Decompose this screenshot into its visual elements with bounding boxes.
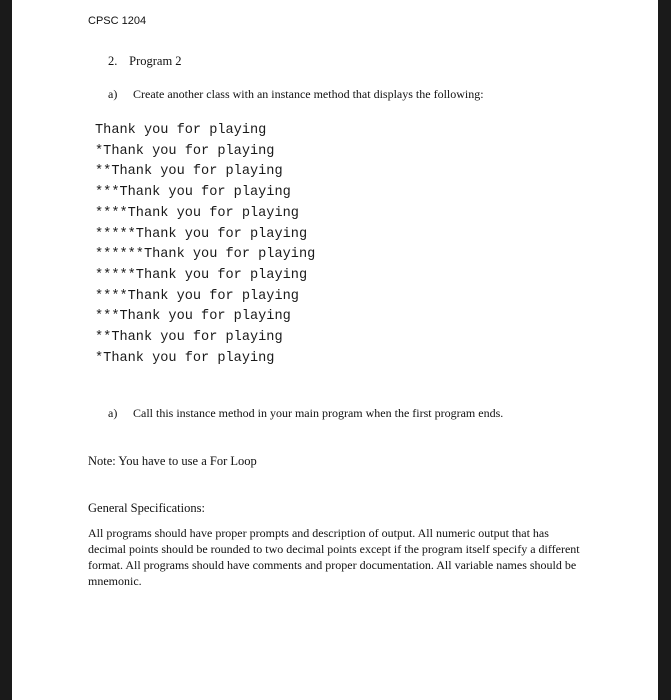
course-header: CPSC 1204	[88, 15, 147, 27]
output-line: ******Thank you for playing	[95, 247, 316, 263]
output-line: *****Thank you for playing	[95, 267, 308, 283]
instruction-a-label: a)	[108, 87, 118, 101]
output-line: *****Thank you for playing	[95, 226, 308, 242]
specs-title: General Specifications:	[88, 501, 205, 515]
output-line: **Thank you for playing	[95, 164, 283, 180]
instruction-b-label: a)	[108, 406, 118, 420]
section-number: 2.	[108, 54, 118, 68]
output-line: Thank you for playing	[95, 123, 267, 138]
expected-output	[95, 121, 315, 369]
output-line: ****Thank you for playing	[95, 205, 299, 221]
instruction-a-text: Create another class with an instance method that displays the following:	[133, 87, 484, 101]
output-line: ***Thank you for playing	[95, 185, 291, 201]
output-line: *Thank you for playing	[95, 143, 275, 159]
note: Note: You have to use a For Loop	[88, 454, 257, 468]
instruction-b-text: Call this instance method in your main program when the first program ends.	[133, 406, 504, 420]
output-line: *Thank you for playing	[95, 350, 275, 366]
output-line: **Thank you for playing	[95, 330, 283, 346]
section-heading	[108, 54, 182, 69]
output-line: ****Thank you for playing	[95, 288, 299, 304]
instruction-a	[108, 87, 484, 102]
instruction-b	[108, 406, 503, 421]
document-page	[12, 0, 658, 700]
output-line: ***Thank you for playing	[95, 309, 291, 325]
section-title: Program 2	[129, 54, 182, 68]
specs-body: All programs should have proper prompts and description of output. All numeric output that has decimal points should be rounded to two decimal points except if the program itself specify a different format. All programs should have comments and proper documentation. All variable names should be mnemonic.	[88, 526, 580, 588]
